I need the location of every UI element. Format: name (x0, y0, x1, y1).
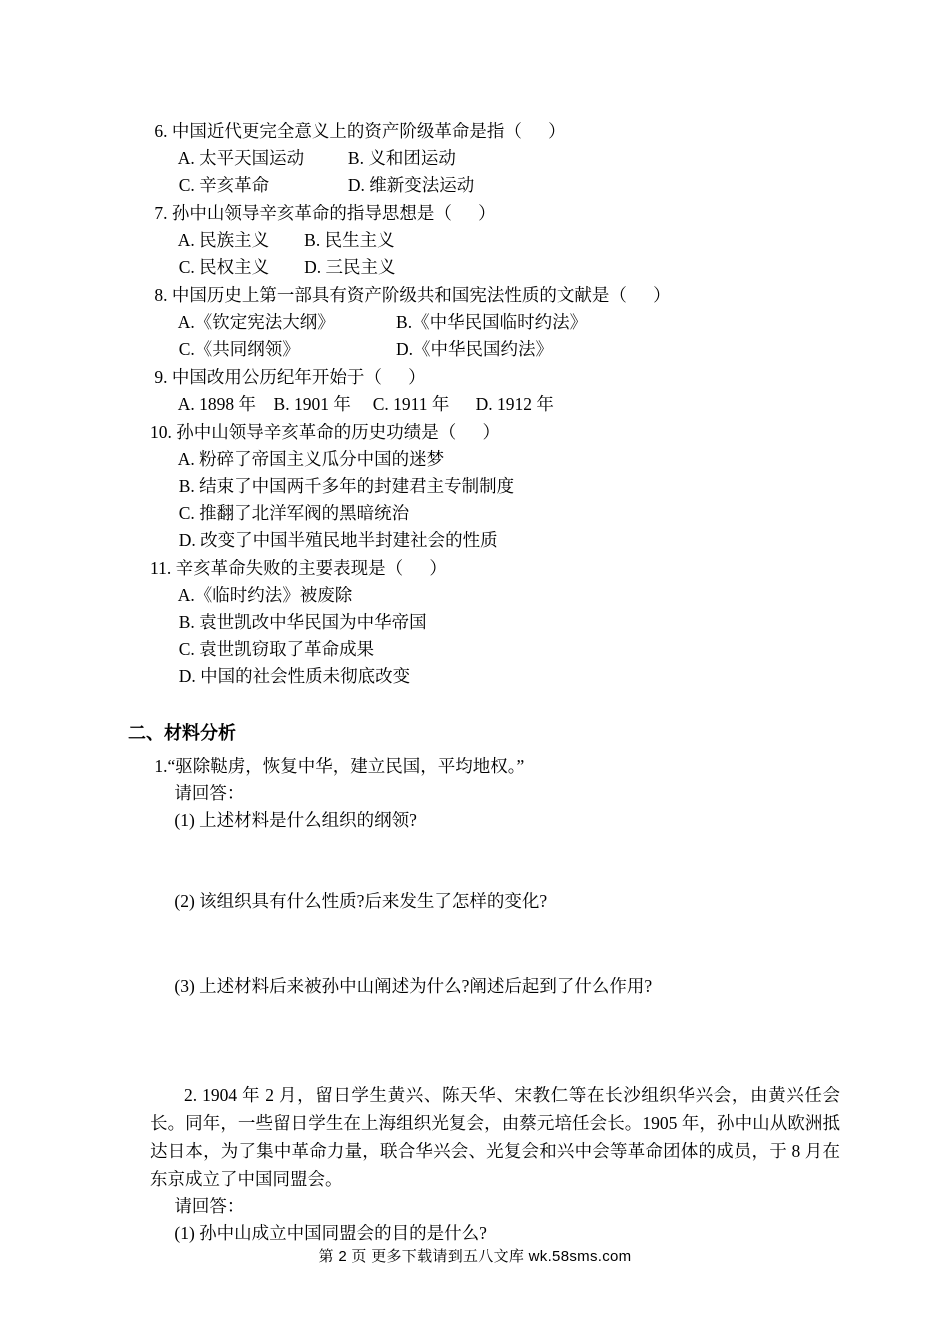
question-option-line: C. 推翻了北洋军阀的黑暗统治 (170, 503, 410, 523)
question-stem: 7. 孙中山领导辛亥革命的指导思想是（ ） (150, 203, 496, 223)
answer-space (150, 1000, 840, 1054)
material-item-2 (150, 1081, 840, 1247)
sub-question: (1) 孙中山成立中国同盟会的目的是什么? (170, 1223, 487, 1243)
question-10 (150, 419, 840, 554)
sub-question: (1) 上述材料是什么组织的纲领? (170, 810, 417, 830)
question-option-line: B. 袁世凯改中华民国为中华帝国 (170, 612, 427, 632)
page-footer: 第 2 页 更多下载请到五八文库 wk.58sms.com (318, 1248, 632, 1265)
question-option-line: A. 粉碎了帝国主义瓜分中国的迷梦 (170, 449, 445, 469)
material-item-1 (150, 753, 840, 1000)
question-option-line: A.《钦定宪法大纲》 B.《中华民国临时约法》 (170, 312, 588, 332)
question-option-line: A. 1898 年 B. 1901 年 C. 1911 年 D. 1912 年 (170, 394, 554, 414)
question-option-line: D. 中国的社会性质未彻底改变 (170, 666, 411, 686)
question-option-line: A.《临时约法》被废除 (170, 585, 353, 605)
question-8 (150, 282, 840, 363)
question-option-line: B. 结束了中国两千多年的封建君主专制制度 (170, 476, 515, 496)
question-stem: 9. 中国改用公历纪年开始于（ ） (150, 367, 426, 387)
material-paragraph: 2. 1904 年 2 月，留日学生黄兴、陈天华、宋教仁等在长沙组织华兴会，由黄兴任会长。同年，一些留日学生在上海组织光复会，由蔡元培任会长。1905 年，孙中山从欧洲抵达日本，为了集中革命力量，联合华兴会、光复会和兴中会等革命团体的成员，于 8 月在东京成立了中国同盟会。 (150, 1085, 840, 1189)
question-6 (150, 118, 840, 199)
question-option-line: C. 民权主义 D. 三民主义 (170, 257, 396, 277)
answer-space (150, 834, 840, 888)
question-7 (150, 200, 840, 281)
question-option-line: A. 太平天国运动 B. 义和团运动 (170, 148, 456, 168)
material-quote: 1.“驱除鞑虏，恢复中华，建立民国，平均地权。” (150, 756, 525, 776)
question-stem: 6. 中国近代更完全意义上的资产阶级革命是指（ ） (150, 121, 566, 141)
section-heading-material-analysis: 二、材料分析 (128, 723, 236, 743)
question-stem: 10. 孙中山领导辛亥革命的历史功绩是（ ） (150, 422, 500, 442)
question-stem: 11. 辛亥革命失败的主要表现是（ ） (150, 558, 447, 578)
answer-prompt: 请回答： (170, 783, 245, 803)
answer-prompt: 请回答： (170, 1196, 245, 1216)
question-9 (150, 364, 840, 418)
question-option-line: C.《共同纲领》 D.《中华民国约法》 (170, 339, 554, 359)
sub-question: (3) 上述材料后来被孙中山阐述为什么?阐述后起到了什么作用? (170, 976, 653, 996)
sub-question: (2) 该组织具有什么性质?后来发生了怎样的变化? (170, 891, 548, 911)
question-11 (150, 555, 840, 690)
question-option-line: A. 民族主义 B. 民生主义 (170, 230, 395, 250)
question-option-line: D. 改变了中国半殖民地半封建社会的性质 (170, 530, 498, 550)
question-stem: 8. 中国历史上第一部具有资产阶级共和国宪法性质的文献是（ ） (150, 285, 671, 305)
question-option-line: C. 辛亥革命 D. 维新变法运动 (170, 175, 475, 195)
answer-space (150, 915, 840, 973)
answer-space (150, 1054, 840, 1081)
question-option-line: C. 袁世凯窃取了革命成果 (170, 639, 375, 659)
